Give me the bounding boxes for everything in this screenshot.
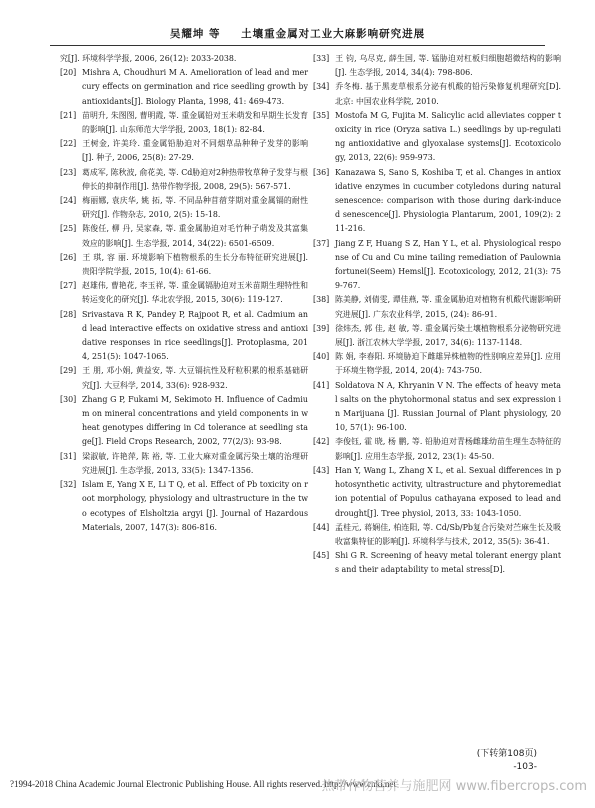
copyright-footer: ?1994-2018 China Academic Journal Electronic Publishing House. All rights reserved. http://www.cnki.net <box>10 779 396 789</box>
reference-item <box>313 166 561 237</box>
reference-item <box>313 435 561 463</box>
reference-text: 梁淑敏, 许艳萍, 陈 裕, 等. 工业大麻对重金属污染土壤的治理研究进展[J]. 生态学报, 2013, 33(5): 1347-1356. <box>82 451 308 475</box>
reference-number: [29] <box>60 366 77 376</box>
reference-number: [45] <box>313 551 330 561</box>
reference-item <box>313 52 561 80</box>
reference-number: [44] <box>313 522 330 532</box>
reference-text: Srivastava R K, Pandey P, Rajpoot R, et al. Cadmium and lead interactive effects on oxidative stress and antioxidative responses in rice seedlings[J]. Protoplasma, 2014, 251(5): 1047-1065. <box>82 309 308 362</box>
reference-text: Kanazawa S, Sano S, Koshiba T, et al. Changes in antioxidative enzymes in cucumber cotyledons during natural senescence: comparison with those during dark-induced senescence[J]. Physiologia Plantarum, 2001, 109(2): 211-216. <box>335 167 561 234</box>
reference-item <box>60 194 308 222</box>
reference-item <box>60 137 308 165</box>
reference-number: [37] <box>313 238 330 248</box>
reference-item <box>60 222 308 250</box>
page-number: -103- <box>513 762 537 772</box>
reference-text: 乔冬梅. 基于黑麦草根系分泌有机酸的铅污染修复机理研究[D]. 北京: 中国农业科学院, 2010. <box>335 82 561 106</box>
reference-text: Islam E, Yang X E, Li T Q, et al. Effect of Pb toxicity on root morphology, physiology and ultrastructure in the two ecotypes of Elsholtzia argyi [J]. Journal of Hazardous Materials, 2007, 147(3): 806-816. <box>82 480 308 532</box>
reference-text: Mostofa M G, Fujita M. Salicylic acid alleviates copper toxicity in rice (Oryza sativa L.) seedlings by up-regulating antioxidative and glyoxalase systems[J]. Ecotoxicology, 2013, 22(6): 959-973. <box>335 110 561 163</box>
reference-item <box>313 237 561 294</box>
reference-text: 王 朋, 邓小娟, 黄益安, 等. 大豆镉抗性及籽粒积累的根系基础研究[J]. 大豆科学, 2014, 33(6): 928-932. <box>82 366 308 390</box>
reference-number: [25] <box>60 224 77 234</box>
reference-text: 徐炜杰, 郭 佳, 赵 敏, 等. 重金属污染土壤植物根系分泌物研究进展[J]. 浙江农林大学学报, 2017, 34(6): 1137-1148. <box>335 323 561 348</box>
reference-number: [31] <box>60 451 77 461</box>
reference-number: [22] <box>60 139 77 149</box>
reference-number: [33] <box>313 54 330 63</box>
reference-item <box>60 308 308 365</box>
reference-number: [23] <box>60 167 77 177</box>
reference-number: [35] <box>313 110 330 120</box>
reference-number: [20] <box>60 68 77 78</box>
reference-text: Soldatova N A, Khryanin V N. The effects of heavy metal salts on the phytohormonal status and sex expression in Marijuana [J]. Russian Journal of Plant physiology, 2010, 57(1): 96-100. <box>335 380 561 433</box>
reference-item <box>60 109 308 137</box>
reference-text: Jiang Z F, Huang S Z, Han Y L, et al. Physiological response of Cu and Cu mine tailing remediation of Paulownia fortunei(Seem) Hemsl[J]. Ecotoxicology, 2012, 21(3): 759-767. <box>335 238 561 291</box>
reference-text: 王 钧, 乌尽克, 薛生国, 等. 锰胁迫对杠板归细胞超微结构的影响[J]. 生态学报, 2014, 34(4): 798-806. <box>335 54 561 78</box>
reference-item <box>60 450 308 478</box>
reference-number: [26] <box>60 252 77 262</box>
reference-item <box>60 166 308 194</box>
reference-text: 李俊钰, 霍 晓, 杨 鹏, 等. 铅胁迫对青杨雌雄幼苗生理生态特征的影响[J]. 应用生态学报, 2012, 23(1): 45-50. <box>335 437 561 461</box>
reference-item <box>60 393 308 450</box>
reference-item <box>60 66 308 109</box>
watermark-text: 热带作物营养与施肥网 www.fibercrops.com <box>321 779 587 794</box>
reference-item <box>313 109 561 166</box>
reference-text: 王 琪, 容 丽. 环境影响下植物根系的生长分布特征研究进展[J]. 贵阳学院学报, 2015, 10(4): 61-66. <box>82 252 308 277</box>
header-title: 土壤重金属对工业大麻影响研究进展 <box>241 28 426 40</box>
reference-item <box>313 350 561 378</box>
reference-number: [42] <box>313 437 330 447</box>
reference-text: 赵雄伟, 曹艳花, 李玉祥, 等. 重金属镉胁迫对玉米苗期生理特性和转运变化的研究[J]. 华北农学报, 2015, 30(6): 119-127. <box>82 281 308 305</box>
reference-text: 陈 娟, 李春阳. 环境胁迫下雌雄异株植物的性别响应差异[J]. 应用于环境生物学报, 2014, 20(4): 743-750. <box>335 352 561 376</box>
reference-column-right <box>313 52 561 578</box>
reference-number: [28] <box>60 309 77 319</box>
reference-text: 陈美静, 刘倩雯, 谭佳燕, 等. 重金属胁迫对植物有机酸代谢影响研究进展[J]. 广东农业科学, 2015, (24): 86-91. <box>335 295 561 319</box>
reference-column-left <box>60 52 308 535</box>
reference-item <box>313 322 561 350</box>
running-header <box>0 26 595 41</box>
reference-text: Han Y, Wang L, Zhang X L, et al. Sexual differences in photosynthetic activity, ultrastructure and phytoremediation potential of Populus cathayana exposed to lead and drought[J]. Tree physiol, 2013, 33: 1043-1050. <box>335 465 561 518</box>
reference-text: 孟桂元, 蒋娴佳, 柏连阳, 等. Cd/Sb/Pb复合污染对苎麻生长及吸收富集特征的影响[J]. 环境科学与技术, 2012, 35(5): 36-41. <box>335 522 561 546</box>
reference-number: [30] <box>60 394 77 404</box>
reference-text: Zhang G P, Fukami M, Sekimoto H. Influence of Cadmium on mineral concentrations and yield components in wheat genotypes differing in Cd tolerance at seedling stage[J]. Field Crops Research, 2002, 77(2/3): 93-98. <box>82 394 308 447</box>
reference-text: 王树金, 许美玲. 重金属铅胁迫对不同烟草品种种子发芽的影响[J]. 种子, 2006, 25(8): 27-29. <box>82 139 308 163</box>
header-author: 吴耀坤 等 <box>169 28 221 40</box>
reference-number: [43] <box>313 465 330 475</box>
reference-text: 苗明升, 朱图图, 曹明霞, 等. 重金属铅对玉米萌发和早期生长发育的影响[J]. 山东师范大学学报, 2003, 18(1): 82-84. <box>82 110 308 135</box>
reference-number: [24] <box>60 196 77 206</box>
reference-text: Shi G R. Screening of heavy metal tolerant energy plants and their adaptability to metal stress[D]. <box>335 551 561 575</box>
reference-number: [41] <box>313 380 330 390</box>
reference-number: [40] <box>313 352 330 362</box>
reference-item <box>313 464 561 521</box>
reference-number: [21] <box>60 110 77 120</box>
reference-text: 究[J]. 环境科学学报, 2006, 26(12): 2033-2038. <box>60 54 237 63</box>
reference-text: 陈俊任, 柳 丹, 吴家森, 等. 重金属胁迫对毛竹种子萌发及其富集效应的影响[J]. 生态学报, 2014, 34(22): 6501-6509. <box>82 224 308 248</box>
reference-number: [36] <box>313 167 330 177</box>
reference-item <box>313 80 561 108</box>
continued-note: (下转第108页) <box>476 749 537 759</box>
reference-text: Mishra A, Choudhuri M A. Amelioration of lead and mercury effects on germination and rice seedling growth by antioxidants[J]. Biology Planta, 1998, 41: 469-473. <box>82 68 308 106</box>
reference-item <box>313 521 561 549</box>
reference-number: [27] <box>60 281 77 291</box>
reference-item <box>313 379 561 436</box>
reference-item <box>313 293 561 321</box>
reference-text: 葛成军, 陈秋波, 俞花美, 等. Cd胁迫对2种热带牧草种子发芽与根伸长的抑制作用[J]. 热带作物学报, 2008, 29(5): 567-571. <box>82 167 308 191</box>
reference-item <box>60 478 308 535</box>
header-rule <box>50 45 545 46</box>
reference-text: 梅丽娜, 袁庆华, 姚 拓, 等. 不同品种苜蓿芽期对重金属镉的耐性研究[J]. 作物杂志, 2010, 2(5): 15-18. <box>82 196 308 220</box>
reference-item <box>313 549 561 577</box>
reference-number: [32] <box>60 480 77 490</box>
reference-item <box>60 251 308 279</box>
reference-number: [38] <box>313 295 330 305</box>
reference-number: [34] <box>313 82 330 92</box>
reference-number: [39] <box>313 323 330 333</box>
reference-item <box>60 364 308 392</box>
reference-item <box>60 279 308 307</box>
reference-item <box>60 52 308 66</box>
